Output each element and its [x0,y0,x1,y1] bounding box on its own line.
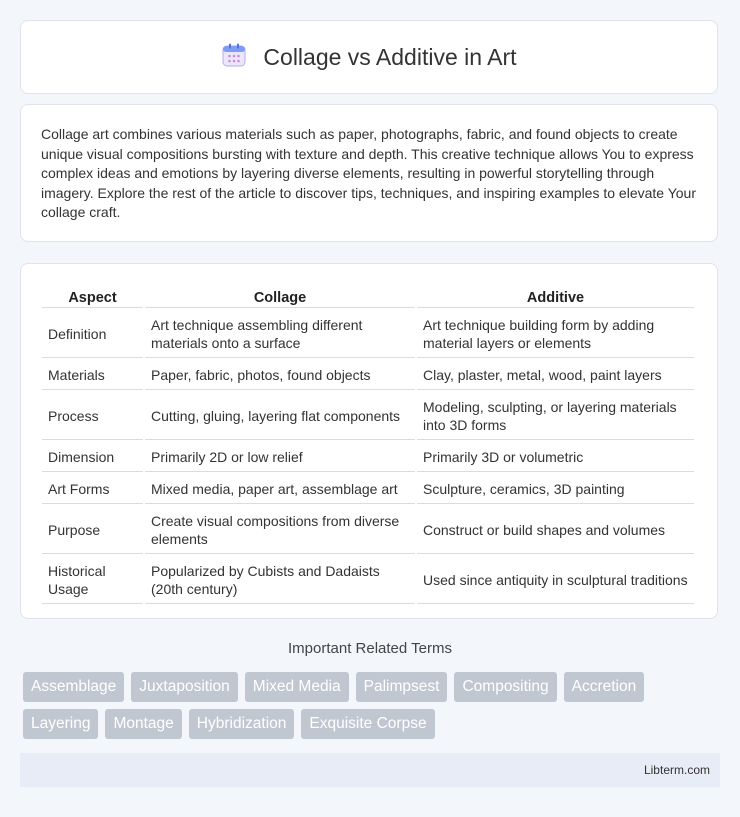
table-row [42,442,694,472]
row-collage: Popularized by Cubists and Dadaists (20th century) [145,556,415,604]
row-additive: Sculpture, ceramics, 3D painting [417,474,694,504]
comparison-table-card [20,263,718,619]
row-additive: Construct or build shapes and volumes [417,506,694,554]
table-row [42,474,694,504]
comparison-table [40,282,696,606]
row-collage: Paper, fabric, photos, found objects [145,360,415,390]
row-aspect: Art Forms [42,474,143,504]
intro-card [20,104,718,242]
row-aspect: Materials [42,360,143,390]
row-aspect: Definition [42,310,143,358]
table-row [42,360,694,390]
header-aspect: Aspect [42,284,143,308]
related-terms-title: Important Related Terms [288,640,452,657]
row-collage: Cutting, gluing, layering flat components [145,392,415,440]
related-terms-tags [23,672,723,739]
row-aspect: Purpose [42,506,143,554]
tag-assemblage[interactable]: Assemblage [23,672,124,702]
row-collage: Art technique assembling different materials onto a surface [145,310,415,358]
row-additive: Used since antiquity in sculptural traditions [417,556,694,604]
row-additive: Clay, plaster, metal, wood, paint layers [417,360,694,390]
page-title: Collage vs Additive in Art [263,43,517,70]
table-header-row [42,284,694,308]
tag-compositing[interactable]: Compositing [454,672,556,702]
tag-hybridization[interactable]: Hybridization [189,709,295,739]
intro-text: Collage art combines various materials such as paper, photographs, fabric, and found objects to create unique visual compositions bursting with texture and depth. This creative technique allows You to express complex ideas and emotions by layering diverse elements, resulting in powerful storytelling through imagery. Explore the rest of the article to discover tips, techniques, and inspiring examples to elevate Your collage craft. [41,126,696,220]
tag-juxtaposition[interactable]: Juxtaposition [131,672,237,702]
row-collage: Primarily 2D or low relief [145,442,415,472]
row-aspect: Historical Usage [42,556,143,604]
row-collage: Mixed media, paper art, assemblage art [145,474,415,504]
row-aspect: Process [42,392,143,440]
title-wrap [221,42,516,73]
tag-accretion[interactable]: Accretion [564,672,645,702]
table-row [42,392,694,440]
tag-exquisite-corpse[interactable]: Exquisite Corpse [301,709,434,739]
header-additive: Additive [417,284,694,308]
header-collage: Collage [145,284,415,308]
tag-mixed-media[interactable]: Mixed Media [245,672,349,702]
row-aspect: Dimension [42,442,143,472]
tag-montage[interactable]: Montage [105,709,181,739]
table-row [42,556,694,604]
row-collage: Create visual compositions from diverse elements [145,506,415,554]
row-additive: Modeling, sculpting, or layering materials into 3D forms [417,392,694,440]
table-row [42,506,694,554]
row-additive: Art technique building form by adding material layers or elements [417,310,694,358]
row-additive: Primarily 3D or volumetric [417,442,694,472]
header-card [20,20,718,94]
table-row [42,310,694,358]
tag-layering[interactable]: Layering [23,709,98,739]
tag-palimpsest[interactable]: Palimpsest [356,672,448,702]
footer-link[interactable]: Libterm.com [643,763,710,777]
footer [20,753,720,787]
calendar-icon [221,42,247,73]
